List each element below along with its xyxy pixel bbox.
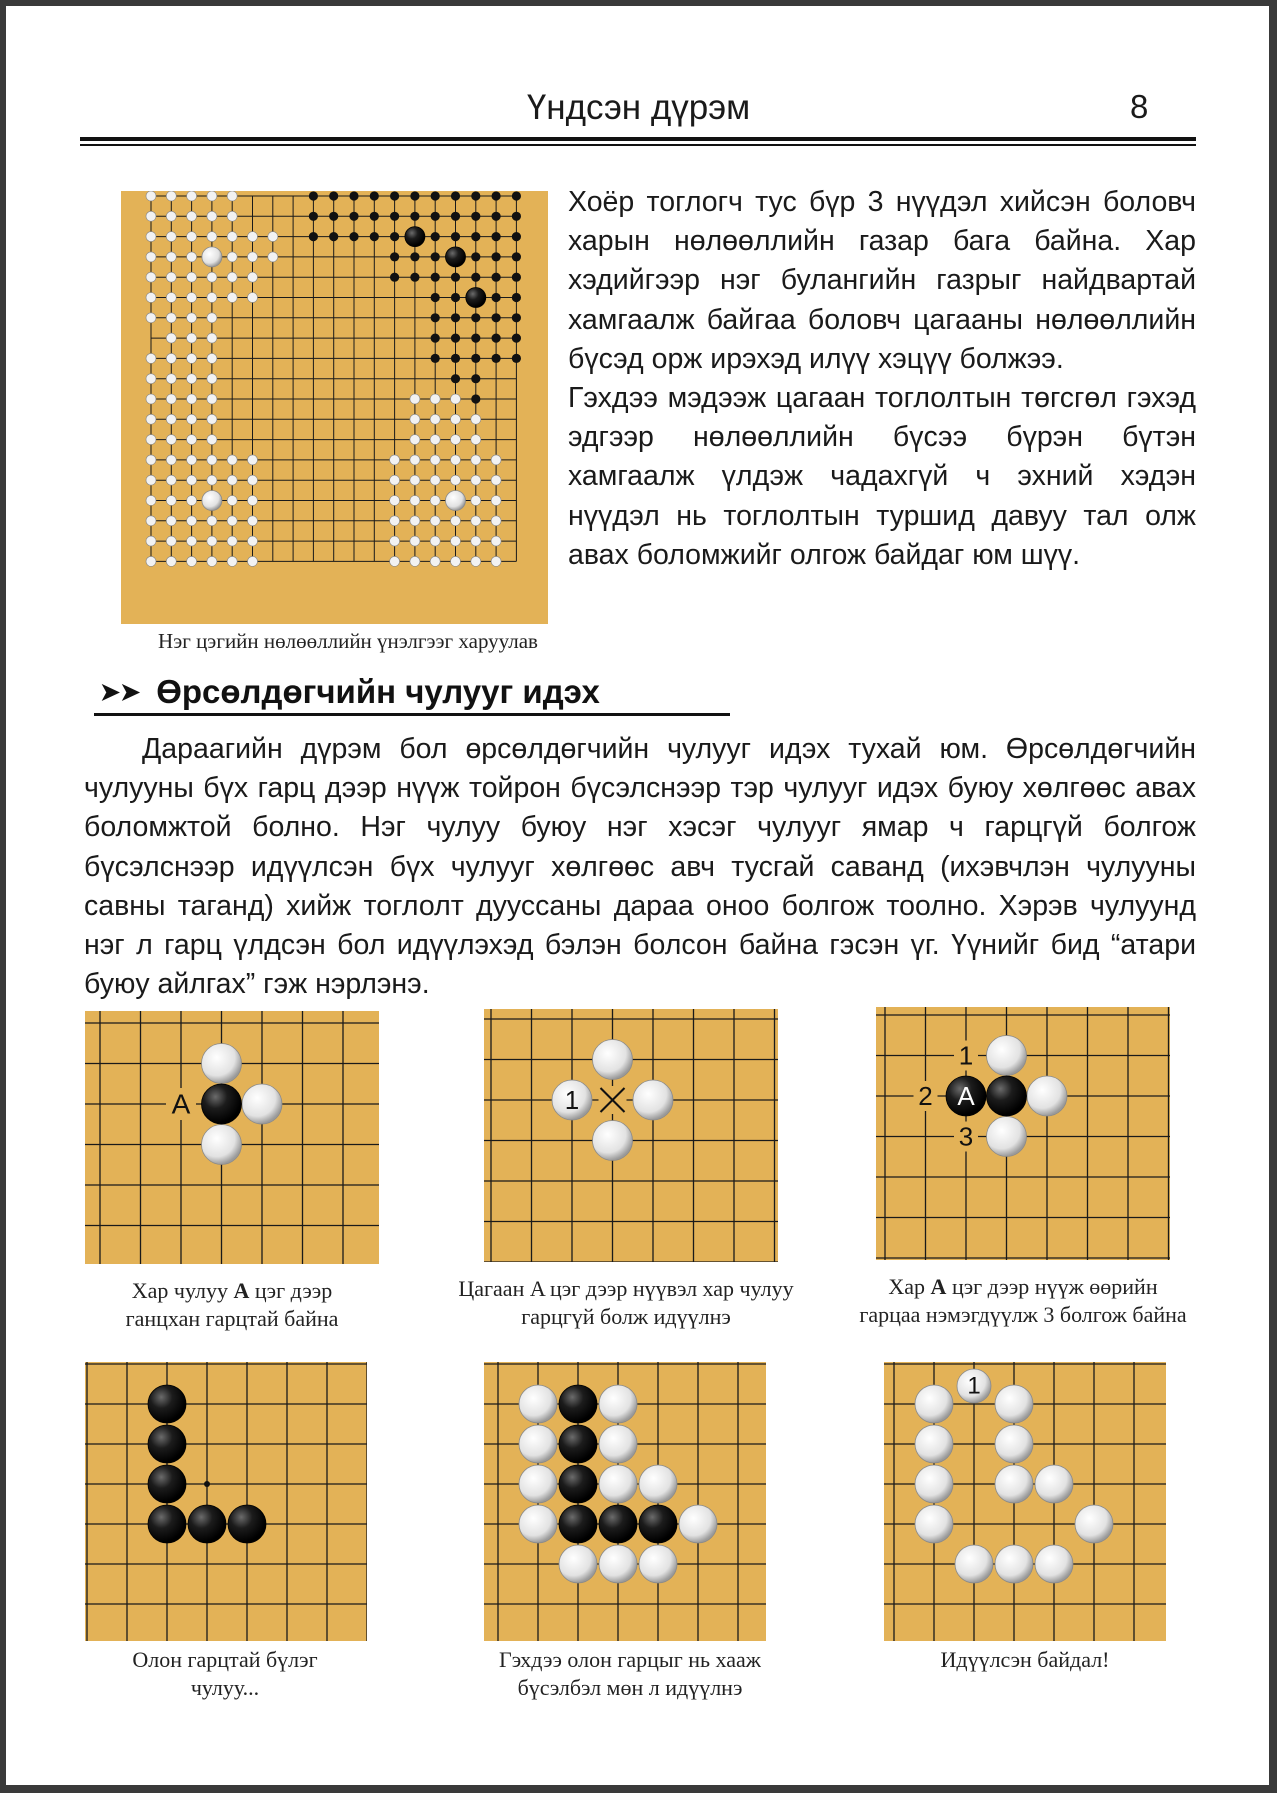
white-territory-marker bbox=[430, 414, 440, 424]
white-territory-marker bbox=[227, 556, 237, 566]
white-territory-marker bbox=[430, 496, 440, 506]
white-stone bbox=[639, 1465, 677, 1503]
white-stone bbox=[559, 1545, 597, 1583]
black-territory-marker bbox=[451, 293, 460, 302]
star-point bbox=[204, 1481, 210, 1487]
white-territory-marker bbox=[187, 435, 197, 445]
white-territory-marker bbox=[248, 293, 258, 303]
black-territory-marker bbox=[410, 273, 419, 282]
black-territory-marker bbox=[410, 252, 419, 261]
white-territory-marker bbox=[410, 536, 420, 546]
black-territory-marker bbox=[471, 313, 480, 322]
white-territory-marker bbox=[451, 536, 461, 546]
white-territory-marker bbox=[248, 516, 258, 526]
white-territory-marker bbox=[410, 455, 420, 465]
white-territory-marker bbox=[430, 556, 440, 566]
white-stone bbox=[1035, 1545, 1073, 1583]
white-territory-marker bbox=[187, 333, 197, 343]
white-territory-marker bbox=[146, 516, 156, 526]
white-territory-marker bbox=[227, 496, 237, 506]
white-territory-marker bbox=[491, 536, 501, 546]
intro-paragraph-1: Хоёр тоглогч тус бүр 3 нүүдэл хийсэн боловч харын нөлөөллийн газар бага байна. Хар хэдийгээр нэг булангийн газрыг найдвартай хамгаалж байгаа боловч цагааны нөлөөллийн бүсэд орж ирэхэд илүү хэцүү болжээ. bbox=[568, 186, 1196, 375]
black-stone bbox=[148, 1465, 186, 1503]
white-stone bbox=[633, 1080, 673, 1120]
diagram-caption-6: Идүүлсэн байдал! bbox=[940, 1647, 1110, 1672]
black-territory-marker bbox=[431, 252, 440, 261]
white-territory-marker bbox=[410, 516, 420, 526]
black-territory-marker bbox=[329, 212, 338, 221]
white-territory-marker bbox=[207, 313, 217, 323]
white-territory-marker bbox=[166, 394, 176, 404]
white-territory-marker bbox=[187, 394, 197, 404]
black-stone bbox=[188, 1505, 226, 1543]
white-territory-marker bbox=[390, 455, 400, 465]
black-territory-marker bbox=[512, 313, 521, 322]
white-territory-marker bbox=[187, 414, 197, 424]
black-territory-marker bbox=[329, 191, 338, 200]
influence-board-caption: Нэг цэгийн нөлөөллийн үнэлгээг харуулав bbox=[158, 629, 538, 653]
black-territory-marker bbox=[349, 212, 358, 221]
black-territory-marker bbox=[492, 293, 501, 302]
white-territory-marker bbox=[187, 475, 197, 485]
white-territory-marker bbox=[146, 496, 156, 506]
diagram-capture-move bbox=[484, 1009, 778, 1262]
white-territory-marker bbox=[166, 353, 176, 363]
diagram-caption-4: Олон гарцтай бүлэг чулуу... bbox=[132, 1647, 318, 1700]
white-territory-marker bbox=[146, 556, 156, 566]
white-territory-marker bbox=[187, 313, 197, 323]
black-territory-marker bbox=[431, 232, 440, 241]
white-stone bbox=[202, 491, 222, 511]
white-territory-marker bbox=[146, 191, 156, 201]
white-territory-marker bbox=[390, 516, 400, 526]
black-territory-marker bbox=[512, 354, 521, 363]
white-territory-marker bbox=[451, 475, 461, 485]
black-territory-marker bbox=[492, 252, 501, 261]
diagram-group-captured bbox=[884, 1362, 1166, 1641]
white-territory-marker bbox=[146, 374, 156, 384]
white-territory-marker bbox=[227, 232, 237, 242]
black-territory-marker bbox=[492, 313, 501, 322]
black-territory-marker bbox=[349, 191, 358, 200]
liberty-2-label: 2 bbox=[918, 1081, 933, 1111]
white-territory-marker bbox=[248, 252, 258, 262]
black-stone bbox=[202, 1084, 242, 1124]
white-stone bbox=[995, 1545, 1033, 1583]
white-territory-marker bbox=[207, 516, 217, 526]
diagram-group-liberties bbox=[85, 1362, 367, 1641]
white-stone bbox=[599, 1385, 637, 1423]
white-stone bbox=[995, 1425, 1033, 1463]
diagram-caption-1: Хар чулуу A цэг дээр ганцхан гарцтай байна bbox=[125, 1278, 339, 1331]
white-territory-marker bbox=[166, 211, 176, 221]
white-territory-marker bbox=[268, 252, 278, 262]
white-territory-marker bbox=[207, 556, 217, 566]
black-territory-marker bbox=[390, 212, 399, 221]
white-territory-marker bbox=[390, 536, 400, 546]
white-territory-marker bbox=[227, 475, 237, 485]
white-stone bbox=[519, 1425, 557, 1463]
white-territory-marker bbox=[207, 191, 217, 201]
white-territory-marker bbox=[187, 516, 197, 526]
black-territory-marker bbox=[370, 212, 379, 221]
black-territory-marker bbox=[492, 354, 501, 363]
influence-go-board bbox=[121, 191, 548, 624]
white-territory-marker bbox=[410, 496, 420, 506]
white-territory-marker bbox=[207, 272, 217, 282]
white-territory-marker bbox=[410, 414, 420, 424]
diagram-caption-5: Гэхдээ олон гарцыг нь хааж бүсэлбэл мөн л идүүлнэ bbox=[498, 1647, 761, 1700]
black-territory-marker bbox=[471, 191, 480, 200]
black-territory-marker bbox=[451, 212, 460, 221]
white-stone bbox=[679, 1505, 717, 1543]
black-stone bbox=[405, 227, 425, 247]
point-a-label: A bbox=[957, 1081, 975, 1111]
black-territory-marker bbox=[451, 313, 460, 322]
diagram-extend bbox=[876, 1007, 1170, 1260]
white-territory-marker bbox=[187, 353, 197, 363]
black-territory-marker bbox=[410, 212, 419, 221]
black-territory-marker bbox=[512, 252, 521, 261]
black-territory-marker bbox=[390, 191, 399, 200]
white-territory-marker bbox=[166, 191, 176, 201]
white-territory-marker bbox=[146, 394, 156, 404]
white-territory-marker bbox=[207, 394, 217, 404]
black-territory-marker bbox=[512, 293, 521, 302]
white-territory-marker bbox=[227, 516, 237, 526]
white-territory-marker bbox=[227, 191, 237, 201]
white-territory-marker bbox=[207, 475, 217, 485]
black-stone bbox=[148, 1385, 186, 1423]
white-stone bbox=[242, 1084, 282, 1124]
white-territory-marker bbox=[166, 272, 176, 282]
capture-rule-paragraph: Дараагийн дүрэм бол өрсөлдөгчийн чулууг идэх тухай юм. Өрсөлдөгчийн чулууны бүх гарц дээр нүүж тойрон бүсэлснээр тэр чулууг идэх буюу хөлгөөс авах боломжтой болно. Нэг чулуу буюу нэг хэсэг чулууг ямар ч гарцгүй болгож бүсэлснээр идүүлсэн бүх чулууг хөлгөөс авч тусгай саванд (ихэвчлэн чулууны савны таганд) хийж тоглолт дууссаны дараа оноо болгож тоолно. Хэрэв чулуунд нэг л гарц үлдсэн бол идүүлэхэд бэлэн болсон байна гэсэн үг. Үүнийг бид “атари буюу айлгах” гэж нэрлэнэ. bbox=[84, 733, 1196, 1001]
white-territory-marker bbox=[430, 455, 440, 465]
white-stone bbox=[915, 1505, 953, 1543]
header-rule bbox=[80, 137, 1196, 141]
white-territory-marker bbox=[187, 232, 197, 242]
move-number: 1 bbox=[564, 1085, 580, 1115]
white-stone bbox=[599, 1425, 637, 1463]
black-territory-marker bbox=[451, 232, 460, 241]
white-territory-marker bbox=[166, 435, 176, 445]
white-territory-marker bbox=[146, 272, 156, 282]
white-territory-marker bbox=[146, 435, 156, 445]
black-stone bbox=[466, 288, 486, 308]
black-territory-marker bbox=[329, 232, 338, 241]
white-territory-marker bbox=[430, 475, 440, 485]
white-territory-marker bbox=[166, 333, 176, 343]
section-title: Өрсөлдөгчийн чулууг идэх bbox=[156, 673, 600, 710]
white-stone bbox=[915, 1425, 953, 1463]
black-territory-marker bbox=[431, 334, 440, 343]
black-territory-marker bbox=[390, 252, 399, 261]
white-stone bbox=[915, 1465, 953, 1503]
black-territory-marker bbox=[370, 191, 379, 200]
white-territory-marker bbox=[207, 211, 217, 221]
white-territory-marker bbox=[227, 536, 237, 546]
white-territory-marker bbox=[491, 516, 501, 526]
page-number: 8 bbox=[1130, 88, 1149, 125]
black-territory-marker bbox=[309, 212, 318, 221]
white-territory-marker bbox=[146, 536, 156, 546]
white-territory-marker bbox=[430, 516, 440, 526]
white-territory-marker bbox=[471, 496, 481, 506]
white-stone bbox=[987, 1036, 1027, 1076]
white-territory-marker bbox=[187, 191, 197, 201]
black-territory-marker bbox=[471, 354, 480, 363]
white-territory-marker bbox=[146, 232, 156, 242]
white-territory-marker bbox=[471, 516, 481, 526]
white-territory-marker bbox=[187, 496, 197, 506]
white-territory-marker bbox=[166, 516, 176, 526]
white-territory-marker bbox=[187, 374, 197, 384]
white-territory-marker bbox=[471, 435, 481, 445]
white-territory-marker bbox=[248, 455, 258, 465]
black-territory-marker bbox=[431, 273, 440, 282]
white-territory-marker bbox=[410, 435, 420, 445]
white-territory-marker bbox=[187, 293, 197, 303]
white-territory-marker bbox=[146, 211, 156, 221]
black-territory-marker bbox=[512, 191, 521, 200]
white-territory-marker bbox=[207, 374, 217, 384]
board-surface bbox=[121, 191, 548, 624]
white-territory-marker bbox=[227, 211, 237, 221]
diagram-group-surrounded bbox=[484, 1362, 766, 1641]
white-territory-marker bbox=[187, 252, 197, 262]
white-territory-marker bbox=[390, 475, 400, 485]
black-stone bbox=[639, 1505, 677, 1543]
point-a-label: A bbox=[171, 1088, 191, 1120]
white-territory-marker bbox=[166, 313, 176, 323]
white-stone bbox=[639, 1545, 677, 1583]
black-territory-marker bbox=[451, 273, 460, 282]
black-territory-marker bbox=[451, 334, 460, 343]
white-territory-marker bbox=[491, 455, 501, 465]
white-stone bbox=[1035, 1465, 1073, 1503]
black-territory-marker bbox=[471, 232, 480, 241]
white-territory-marker bbox=[187, 455, 197, 465]
white-territory-marker bbox=[146, 475, 156, 485]
capture-rule-text bbox=[84, 730, 1196, 1004]
black-territory-marker bbox=[431, 313, 440, 322]
white-territory-marker bbox=[166, 475, 176, 485]
white-territory-marker bbox=[187, 556, 197, 566]
diagram-atari bbox=[85, 1011, 379, 1264]
black-territory-marker bbox=[471, 212, 480, 221]
black-territory-marker bbox=[451, 374, 460, 383]
liberty-3-label: 3 bbox=[958, 1121, 974, 1152]
black-stone bbox=[228, 1505, 266, 1543]
white-territory-marker bbox=[248, 475, 258, 485]
black-territory-marker bbox=[512, 212, 521, 221]
white-territory-marker bbox=[146, 313, 156, 323]
white-territory-marker bbox=[207, 353, 217, 363]
black-territory-marker bbox=[309, 191, 318, 200]
white-territory-marker bbox=[248, 556, 258, 566]
white-territory-marker bbox=[451, 455, 461, 465]
black-territory-marker bbox=[451, 191, 460, 200]
white-territory-marker bbox=[410, 475, 420, 485]
black-territory-marker bbox=[431, 191, 440, 200]
white-territory-marker bbox=[166, 496, 176, 506]
black-territory-marker bbox=[349, 232, 358, 241]
black-stone bbox=[559, 1425, 597, 1463]
black-territory-marker bbox=[390, 232, 399, 241]
white-territory-marker bbox=[390, 556, 400, 566]
black-stone bbox=[987, 1076, 1027, 1116]
white-territory-marker bbox=[491, 475, 501, 485]
white-territory-marker bbox=[227, 272, 237, 282]
white-territory-marker bbox=[207, 536, 217, 546]
black-stone bbox=[599, 1505, 637, 1543]
white-stone bbox=[202, 1125, 242, 1165]
white-territory-marker bbox=[410, 394, 420, 404]
white-stone bbox=[593, 1121, 633, 1161]
white-territory-marker bbox=[451, 394, 461, 404]
white-territory-marker bbox=[166, 374, 176, 384]
white-stone bbox=[446, 491, 466, 511]
white-stone bbox=[519, 1465, 557, 1503]
white-territory-marker bbox=[207, 435, 217, 445]
white-territory-marker bbox=[491, 556, 501, 566]
white-stone bbox=[599, 1545, 637, 1583]
black-stone bbox=[559, 1385, 597, 1423]
white-territory-marker bbox=[248, 496, 258, 506]
black-stone bbox=[446, 247, 466, 267]
white-territory-marker bbox=[451, 516, 461, 526]
black-territory-marker bbox=[492, 212, 501, 221]
black-territory-marker bbox=[512, 232, 521, 241]
white-stone bbox=[1075, 1505, 1113, 1543]
white-territory-marker bbox=[166, 455, 176, 465]
white-territory-marker bbox=[248, 232, 258, 242]
white-territory-marker bbox=[430, 394, 440, 404]
black-territory-marker bbox=[431, 293, 440, 302]
white-territory-marker bbox=[166, 556, 176, 566]
white-territory-marker bbox=[471, 414, 481, 424]
black-stone bbox=[148, 1425, 186, 1463]
black-territory-marker bbox=[492, 232, 501, 241]
white-territory-marker bbox=[410, 556, 420, 566]
black-territory-marker bbox=[451, 354, 460, 363]
black-territory-marker bbox=[471, 374, 480, 383]
white-territory-marker bbox=[207, 293, 217, 303]
black-territory-marker bbox=[492, 191, 501, 200]
white-stone bbox=[1027, 1076, 1067, 1116]
white-territory-marker bbox=[166, 536, 176, 546]
white-territory-marker bbox=[471, 536, 481, 546]
white-territory-marker bbox=[207, 414, 217, 424]
black-stone bbox=[148, 1505, 186, 1543]
move-number: 1 bbox=[967, 1372, 981, 1400]
black-territory-marker bbox=[512, 334, 521, 343]
black-territory-marker bbox=[431, 212, 440, 221]
white-territory-marker bbox=[268, 232, 278, 242]
white-territory-marker bbox=[166, 414, 176, 424]
white-territory-marker bbox=[146, 414, 156, 424]
white-stone bbox=[202, 1044, 242, 1084]
white-stone bbox=[995, 1465, 1033, 1503]
white-territory-marker bbox=[471, 556, 481, 566]
section-heading bbox=[100, 673, 600, 711]
white-territory-marker bbox=[187, 211, 197, 221]
white-territory-marker bbox=[166, 252, 176, 262]
black-territory-marker bbox=[471, 252, 480, 261]
white-territory-marker bbox=[451, 414, 461, 424]
white-territory-marker bbox=[451, 435, 461, 445]
white-stone bbox=[599, 1465, 637, 1503]
white-territory-marker bbox=[207, 232, 217, 242]
white-territory-marker bbox=[166, 232, 176, 242]
black-territory-marker bbox=[309, 232, 318, 241]
white-stone bbox=[987, 1117, 1027, 1157]
black-territory-marker bbox=[410, 191, 419, 200]
white-territory-marker bbox=[227, 252, 237, 262]
intro-text bbox=[568, 183, 1196, 575]
white-territory-marker bbox=[430, 435, 440, 445]
white-stone bbox=[519, 1385, 557, 1423]
white-territory-marker bbox=[146, 293, 156, 303]
black-territory-marker bbox=[431, 354, 440, 363]
white-stone bbox=[593, 1040, 633, 1080]
double-arrow-icon: ➤➤ bbox=[100, 679, 141, 706]
white-stone bbox=[519, 1505, 557, 1543]
white-territory-marker bbox=[248, 272, 258, 282]
white-territory-marker bbox=[146, 455, 156, 465]
white-territory-marker bbox=[471, 455, 481, 465]
black-stone bbox=[559, 1505, 597, 1543]
white-stone bbox=[995, 1385, 1033, 1423]
white-territory-marker bbox=[471, 475, 481, 485]
diagram-caption-2: Цагаан A цэг дээр нүүвэл хар чулуу гарцгүй болж идүүлнэ bbox=[458, 1276, 794, 1329]
black-territory-marker bbox=[512, 273, 521, 282]
white-territory-marker bbox=[146, 252, 156, 262]
white-territory-marker bbox=[207, 333, 217, 343]
white-territory-marker bbox=[430, 536, 440, 546]
white-territory-marker bbox=[187, 536, 197, 546]
white-territory-marker bbox=[491, 496, 501, 506]
black-territory-marker bbox=[370, 232, 379, 241]
page-header-title: Үндсэн дүрэм bbox=[526, 88, 751, 127]
black-territory-marker bbox=[492, 273, 501, 282]
white-territory-marker bbox=[390, 496, 400, 506]
white-territory-marker bbox=[227, 293, 237, 303]
black-territory-marker bbox=[471, 273, 480, 282]
white-territory-marker bbox=[227, 455, 237, 465]
intro-paragraph-2: Гэхдээ мэдээж цагаан тоглолтын төгсгөл гэхэд эдгээр нөлөөллийн бүсээ бүрэн бүтэн хамгаалж үлдэж чадахгүй ч эхний хэдэн нүүдэл нь тоглолтын туршид давуу тал олж авах боломжийг олгож байдаг юм шүү. bbox=[568, 382, 1196, 571]
black-stone bbox=[559, 1465, 597, 1503]
white-stone bbox=[202, 247, 222, 267]
white-stone bbox=[915, 1385, 953, 1423]
white-territory-marker bbox=[451, 556, 461, 566]
black-territory-marker bbox=[471, 394, 480, 403]
white-territory-marker bbox=[207, 455, 217, 465]
black-territory-marker bbox=[390, 273, 399, 282]
black-territory-marker bbox=[492, 334, 501, 343]
white-territory-marker bbox=[248, 536, 258, 546]
liberty-1-label: 1 bbox=[958, 1040, 974, 1071]
white-territory-marker bbox=[166, 293, 176, 303]
white-territory-marker bbox=[146, 353, 156, 363]
header-rule-thin bbox=[80, 144, 1196, 146]
white-territory-marker bbox=[187, 272, 197, 282]
white-stone bbox=[955, 1545, 993, 1583]
section-underline bbox=[94, 713, 730, 716]
black-territory-marker bbox=[471, 334, 480, 343]
diagram-caption-3: Хар A цэг дээр нүүж өөрийн гарцаа нэмэгдүүлж 3 болгож байна bbox=[859, 1274, 1187, 1327]
